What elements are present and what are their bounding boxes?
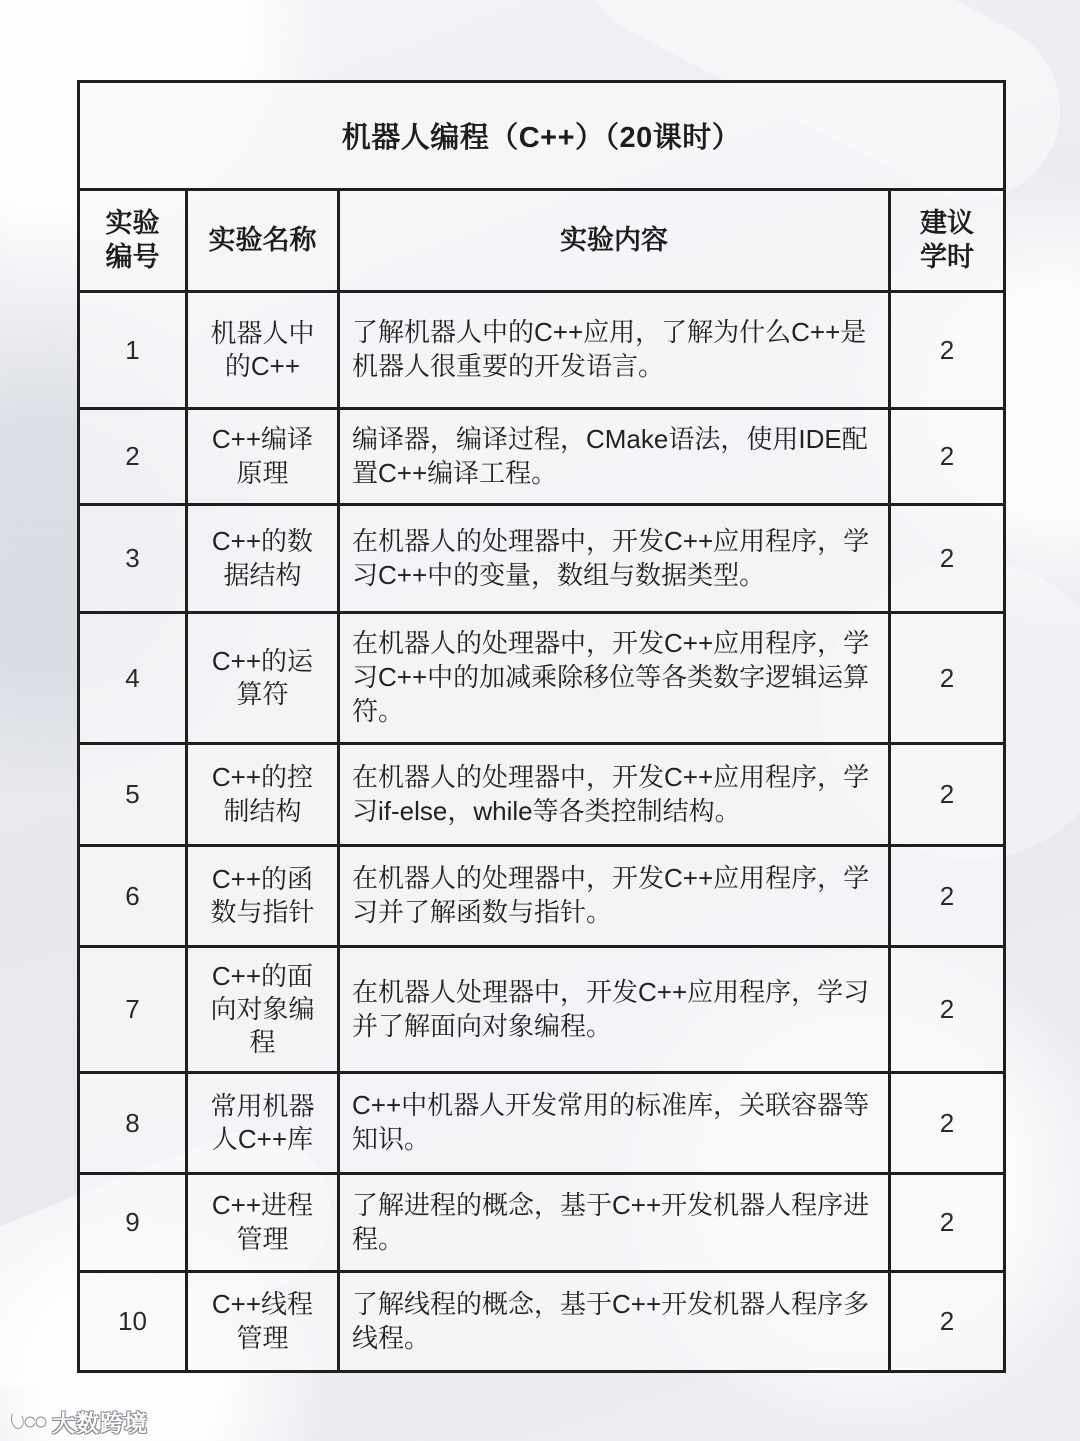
header-experiment-number: 实验编号 <box>105 207 160 272</box>
header-cell-name <box>187 190 339 292</box>
experiment-name: C++编译原理 <box>211 424 314 488</box>
experiment-name-cell <box>187 613 339 744</box>
suggested-hours: 2 <box>890 1174 1005 1272</box>
experiment-name-cell <box>187 846 339 947</box>
table-row <box>79 292 1005 409</box>
experiment-content: 了解机器人中的C++应用，了解为什么C++是机器人很重要的开发语言。 <box>339 292 890 409</box>
course-table-body <box>79 82 1005 1372</box>
experiment-name-cell <box>187 744 339 846</box>
experiment-name: C++的数据结构 <box>211 526 314 590</box>
experiment-number: 10 <box>79 1272 187 1372</box>
experiment-content: 在机器人处理器中，开发C++应用程序，学习并了解面向对象编程。 <box>339 947 890 1073</box>
experiment-number: 8 <box>79 1073 187 1174</box>
experiment-number: 7 <box>79 947 187 1073</box>
experiment-name: C++线程管理 <box>211 1289 314 1353</box>
header-row <box>79 190 1005 292</box>
experiment-content: 在机器人的处理器中，开发C++应用程序，学习C++中的变量，数组与数据类型。 <box>339 505 890 613</box>
experiment-content: C++中机器人开发常用的标准库，关联容器等知识。 <box>339 1073 890 1174</box>
experiment-name: 常用机器人C++库 <box>210 1090 315 1154</box>
title-row <box>79 82 1005 190</box>
experiment-name-cell <box>187 409 339 505</box>
suggested-hours: 2 <box>890 947 1005 1073</box>
table-row <box>79 744 1005 846</box>
experiment-name-cell <box>187 947 339 1073</box>
experiment-name-cell <box>187 1174 339 1272</box>
table-title: 机器人编程（C++）（20课时） <box>79 82 1005 190</box>
experiment-number: 6 <box>79 846 187 947</box>
experiment-number: 4 <box>79 613 187 744</box>
experiment-content: 编译器，编译过程，CMake语法，使用IDE配置C++编译工程。 <box>339 409 890 505</box>
experiment-name-cell <box>187 505 339 613</box>
suggested-hours: 2 <box>890 744 1005 846</box>
experiment-content: 在机器人的处理器中，开发C++应用程序，学习并了解函数与指针。 <box>339 846 890 947</box>
experiment-name-cell <box>187 292 339 409</box>
table-row <box>79 1174 1005 1272</box>
experiment-name: C++的控制结构 <box>211 762 314 826</box>
experiment-content: 了解线程的概念，基于C++开发机器人程序多线程。 <box>339 1272 890 1372</box>
experiment-content: 了解进程的概念，基于C++开发机器人程序进程。 <box>339 1174 890 1272</box>
watermark-text: 大数跨境 <box>52 1409 148 1436</box>
experiment-number: 1 <box>79 292 187 409</box>
header-experiment-content: 实验内容 <box>560 224 668 255</box>
experiment-name: C++进程管理 <box>211 1190 314 1254</box>
suggested-hours: 2 <box>890 846 1005 947</box>
header-experiment-name: 实验名称 <box>208 224 317 255</box>
experiment-content: 在机器人的处理器中，开发C++应用程序，学习C++中的加减乘除移位等各类数字逻辑运算符。 <box>339 613 890 744</box>
suggested-hours: 2 <box>890 505 1005 613</box>
table-row <box>79 1073 1005 1174</box>
suggested-hours: 2 <box>890 409 1005 505</box>
table-row <box>79 1272 1005 1372</box>
header-cell-number <box>79 190 187 292</box>
experiment-name: C++的运算符 <box>211 645 314 709</box>
watermark <box>8 1404 148 1438</box>
experiment-number: 9 <box>79 1174 187 1272</box>
watermark-logo-icon <box>8 1406 48 1436</box>
experiment-number: 3 <box>79 505 187 613</box>
header-suggested-hours: 建议学时 <box>920 207 974 272</box>
table-row <box>79 409 1005 505</box>
experiment-name: 机器人中的C++ <box>210 317 315 381</box>
experiment-number: 2 <box>79 409 187 505</box>
experiment-number: 5 <box>79 744 187 846</box>
experiment-name-cell <box>187 1272 339 1372</box>
experiment-name: C++的面向对象编程 <box>210 960 315 1058</box>
experiment-name: C++的函数与指针 <box>210 863 315 927</box>
table-row <box>79 613 1005 744</box>
table-row <box>79 846 1005 947</box>
header-cell-hours <box>890 190 1005 292</box>
suggested-hours: 2 <box>890 1272 1005 1372</box>
suggested-hours: 2 <box>890 292 1005 409</box>
suggested-hours: 2 <box>890 613 1005 744</box>
suggested-hours: 2 <box>890 1073 1005 1174</box>
table-row <box>79 505 1005 613</box>
experiment-content: 在机器人的处理器中，开发C++应用程序，学习if-else，while等各类控制结构。 <box>339 744 890 846</box>
course-table <box>77 80 1006 1373</box>
table-row <box>79 947 1005 1073</box>
header-cell-content <box>339 190 890 292</box>
experiment-name-cell <box>187 1073 339 1174</box>
